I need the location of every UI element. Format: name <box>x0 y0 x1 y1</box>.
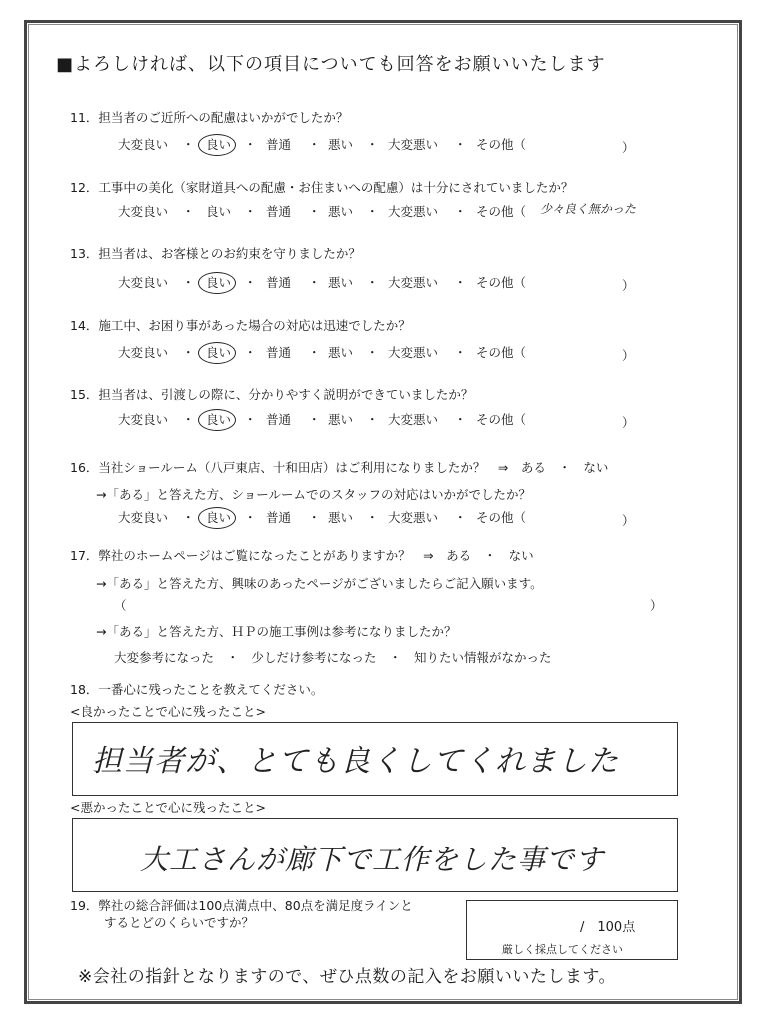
q19-score-suffix: / 100点 <box>580 920 636 935</box>
question-15: 15．担当者は、引渡しの際に、分かりやすく説明ができていましたか？ <box>70 387 474 402</box>
sep: ・ <box>182 204 195 219</box>
q16-other[interactable]: その他（ <box>476 510 527 525</box>
q11-normal[interactable]: 普通 <box>266 137 292 152</box>
q13-bad[interactable]: 悪い <box>328 275 354 290</box>
q15-answer-circle <box>198 409 236 431</box>
sep: ・ <box>366 204 379 219</box>
q11-bad[interactable]: 悪い <box>328 137 354 152</box>
q15-bad[interactable]: 悪い <box>328 412 354 427</box>
q12-other[interactable]: その他（ <box>476 204 527 219</box>
q11-very-bad[interactable]: 大変悪い <box>388 137 439 152</box>
q16-good[interactable]: 良い <box>206 510 232 525</box>
sep: ・ <box>308 510 321 525</box>
sep: ・ <box>366 137 379 152</box>
question-16-sub: →「ある」と答えた方、ショールームでのスタッフの対応はいかがでしたか？ <box>96 487 531 502</box>
sep: ・ <box>366 510 379 525</box>
q12-very-bad[interactable]: 大変悪い <box>388 204 439 219</box>
q16-very-bad[interactable]: 大変悪い <box>388 510 439 525</box>
q12-good[interactable]: 良い <box>206 204 232 219</box>
sep: ・ <box>454 137 467 152</box>
q14-other[interactable]: その他（ <box>476 345 527 360</box>
sep: ・ <box>182 412 195 427</box>
sep: ・ <box>244 345 257 360</box>
q18-bad-handwritten: 大工さんが廊下で工作をした事です <box>140 843 605 876</box>
sep: ・ <box>308 137 321 152</box>
q13-very-good[interactable]: 大変良い <box>118 275 169 290</box>
sep: ・ <box>244 275 257 290</box>
q15-other[interactable]: その他（ <box>476 412 527 427</box>
sep: ・ <box>366 412 379 427</box>
sep: ・ <box>244 412 257 427</box>
q14-normal[interactable]: 普通 <box>266 345 292 360</box>
q14-answer-circle <box>198 342 236 364</box>
q17-choices[interactable]: 大変参考になった ・ 少しだけ参考になった ・ 知りたい情報がなかった <box>114 650 552 665</box>
paren-close: ） <box>622 513 635 528</box>
q18-bad-label: <悪かったことで心に残ったこと> <box>70 800 266 815</box>
question-19-line1: 19．弊社の総合評価は100点満点中、80点を満足度ラインと <box>70 898 413 913</box>
q15-good[interactable]: 良い <box>206 412 232 427</box>
sep: ・ <box>182 345 195 360</box>
q18-good-handwritten: 担当者が、とても良くしてくれました <box>92 744 619 779</box>
sep: ・ <box>454 204 467 219</box>
q11-answer-circle <box>198 134 236 156</box>
q18-good-label: <良かったことで心に残ったこと> <box>70 704 266 719</box>
question-12: 12．工事中の美化（家財道具への配慮・お住まいへの配慮）は十分にされていましたか？ <box>70 180 574 195</box>
sep: ・ <box>244 510 257 525</box>
q11-other[interactable]: その他（ <box>476 137 527 152</box>
sep: ・ <box>308 204 321 219</box>
sep: ・ <box>308 412 321 427</box>
question-19-line2: するとどのくらいですか？ <box>104 915 255 930</box>
sep: ・ <box>308 275 321 290</box>
q15-very-good[interactable]: 大変良い <box>118 412 169 427</box>
survey-title: ■よろしければ、以下の項目についても回答をお願いいたします <box>56 54 606 75</box>
sep: ・ <box>454 412 467 427</box>
q16-very-good[interactable]: 大変良い <box>118 510 169 525</box>
sep: ・ <box>244 137 257 152</box>
sep: ・ <box>182 510 195 525</box>
q11-good[interactable]: 良い <box>206 137 232 152</box>
q16-normal[interactable]: 普通 <box>266 510 292 525</box>
sep: ・ <box>308 345 321 360</box>
sep: ・ <box>454 345 467 360</box>
question-11: 11．担当者のご近所への配慮はいかがでしたか？ <box>70 110 349 125</box>
q16-answer-circle <box>198 507 236 529</box>
q12-very-good[interactable]: 大変良い <box>118 204 169 219</box>
sep: ・ <box>454 510 467 525</box>
q13-good[interactable]: 良い <box>206 275 232 290</box>
q12-bad[interactable]: 悪い <box>328 204 354 219</box>
q15-very-bad[interactable]: 大変悪い <box>388 412 439 427</box>
sep: ・ <box>454 275 467 290</box>
q13-very-bad[interactable]: 大変悪い <box>388 275 439 290</box>
paren-close: ） <box>622 140 635 155</box>
sep: ・ <box>182 137 195 152</box>
sep: ・ <box>182 275 195 290</box>
q14-very-good[interactable]: 大変良い <box>118 345 169 360</box>
question-16: 16．当社ショールーム（八戸東店、十和田店）はご利用になりましたか？ ⇒ ある ・ ない <box>70 460 609 475</box>
question-17-sub2: →「ある」と答えた方、ＨＰの施工事例は参考になりましたか？ <box>96 624 457 639</box>
q13-answer-circle <box>198 272 236 294</box>
paren-close: ） <box>622 415 635 430</box>
footer-note: ※会社の指針となりますので、ぜひ点数の記入をお願いいたします。 <box>78 967 617 987</box>
q16-bad[interactable]: 悪い <box>328 510 354 525</box>
q13-normal[interactable]: 普通 <box>266 275 292 290</box>
q19-score-note: 厳しく採点してください <box>502 943 623 956</box>
q13-other[interactable]: その他（ <box>476 275 527 290</box>
q14-bad[interactable]: 悪い <box>328 345 354 360</box>
q12-other-handwritten: 少々良く無かった <box>540 202 637 216</box>
sep: ・ <box>366 275 379 290</box>
paren-close: ） <box>622 278 635 293</box>
q14-very-bad[interactable]: 大変悪い <box>388 345 439 360</box>
q14-good[interactable]: 良い <box>206 345 232 360</box>
question-17: 17．弊社のホームページはご覧になったことがありますか？ ⇒ ある ・ ない <box>70 548 534 563</box>
q17-paren-close: ） <box>650 598 663 613</box>
q12-normal[interactable]: 普通 <box>266 204 292 219</box>
paren-close: ） <box>622 348 635 363</box>
question-17-sub1: →「ある」と答えた方、興味のあったページがございましたらご記入願います。 <box>96 576 543 591</box>
q17-paren-open: （ <box>114 598 127 613</box>
sep: ・ <box>244 204 257 219</box>
question-18: 18．一番心に残ったことを教えてください。 <box>70 682 324 697</box>
question-13: 13．担当者は、お客様とのお約束を守りましたか？ <box>70 246 361 261</box>
q11-very-good[interactable]: 大変良い <box>118 137 169 152</box>
q15-normal[interactable]: 普通 <box>266 412 292 427</box>
sep: ・ <box>366 345 379 360</box>
question-14: 14．施工中、お困り事があった場合の対応は迅速でしたか？ <box>70 318 411 333</box>
